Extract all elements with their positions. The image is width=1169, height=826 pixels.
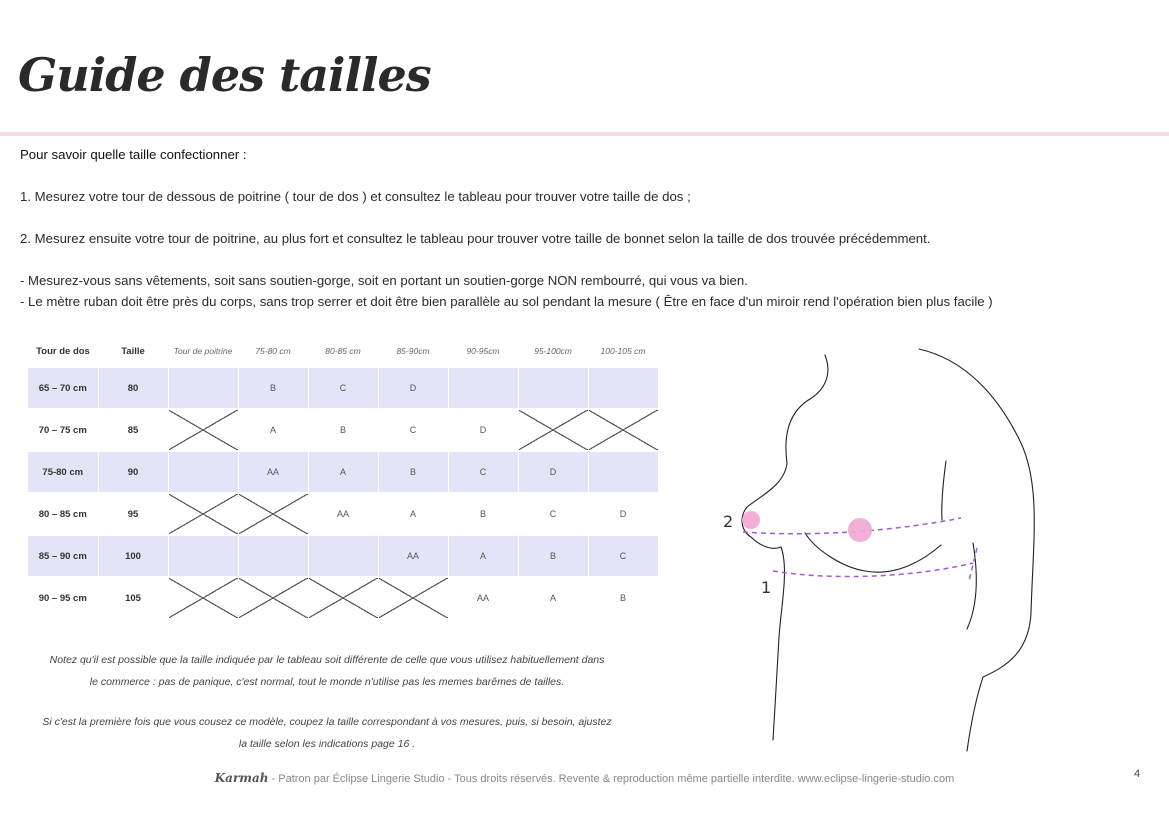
cell-taille: 95 (98, 493, 168, 535)
note-sizing-line-1: Notez qu'il est possible que la taille indiquée par le tableau soit différente de celle que vous utilisez habituellement dans (49, 654, 605, 666)
tip-1: - Mesurez-vous sans vêtements, soit sans soutien-gorge, soit en portant un soutien-gorge NON rembourré, qui vous va bien. (20, 273, 748, 288)
cell-crossed-out (168, 409, 238, 451)
cell-crossed-out (518, 368, 588, 409)
cell-crossed-out (168, 535, 238, 577)
header-tour-de-dos: Tour de dos (36, 345, 90, 357)
cell-crossed-out (378, 577, 448, 619)
table-row (28, 535, 658, 577)
cell-cup-size: D (518, 451, 588, 493)
intro-heading: Pour savoir quelle taille confectionner : (20, 147, 247, 162)
size-table (28, 334, 659, 620)
cell-crossed-out (308, 535, 378, 577)
cell-tour-de-dos: 70 – 75 cm (28, 409, 98, 451)
bust-measure-label: 2 (723, 512, 734, 531)
cell-taille: 80 (98, 368, 168, 409)
cell-cup-size: AA (448, 577, 518, 619)
cell-cup-size: D (448, 409, 518, 451)
cell-crossed-out (588, 409, 658, 451)
header-taille: Taille (121, 345, 145, 357)
cell-cup-size: B (448, 493, 518, 535)
cell-crossed-out (238, 535, 308, 577)
cell-tour-de-dos: 90 – 95 cm (28, 577, 98, 619)
cell-crossed-out (588, 451, 658, 493)
underarm-line (942, 461, 946, 520)
note-first-time-line-1: Si c'est la première fois que vous cousez ce modèle, coupez la taille correspondant à vos mesures, puis, si besoin, ajustez (42, 716, 612, 728)
cell-cup-size: A (518, 577, 588, 619)
cell-tour-de-dos: 65 – 70 cm (28, 368, 98, 409)
cell-tour-de-dos: 85 – 90 cm (28, 535, 98, 577)
page-title: Guide des tailles (18, 48, 431, 102)
cell-cup-size: B (238, 368, 308, 409)
cell-tour-de-dos: 80 – 85 cm (28, 493, 98, 535)
side-curve (967, 543, 976, 629)
cell-taille: 90 (98, 451, 168, 493)
measurement-illustration (715, 345, 1040, 760)
cell-cup-size: AA (308, 493, 378, 535)
cell-cup-size: A (378, 493, 448, 535)
cell-cup-size: D (378, 368, 448, 409)
instructions (20, 144, 1160, 312)
cell-taille: 85 (98, 409, 168, 451)
cell-cup-size: D (588, 493, 658, 535)
step-2: 2. Mesurez ensuite votre tour de poitrine, au plus fort et consultez le tableau pour trouver votre taille de bonnet selon la taille de dos trouvée précédemment. (20, 231, 931, 246)
underbust-measure-line (773, 563, 973, 577)
cell-taille: 105 (98, 577, 168, 619)
table-header-row (28, 334, 658, 368)
table-row (28, 409, 658, 451)
table-row (28, 493, 658, 535)
cell-crossed-out (168, 493, 238, 535)
header-100-105: 100-105 cm (600, 346, 646, 356)
tip-2: - Le mètre ruban doit être près du corps, sans trop serrer et doit être bien parallèle au sol pendant la mesure ( Être en face d'un miroir rend l'opération bien plus facile ) (20, 294, 993, 309)
cell-crossed-out (238, 577, 308, 619)
cell-cup-size: B (588, 577, 658, 619)
footer-text: - Patron par Éclipse Lingerie Studio - Tous droits réservés. Revente & reproduction même partielle interdite. www.eclipse-lingerie-studio.com (268, 773, 955, 785)
cell-cup-size: A (448, 535, 518, 577)
cell-tour-de-dos: 75-80 cm (28, 451, 98, 493)
cell-crossed-out (238, 493, 308, 535)
cell-crossed-out (308, 577, 378, 619)
nipple-marker-right (848, 518, 872, 542)
header-95-100: 95-100cm (534, 346, 572, 356)
note-first-time (30, 711, 624, 755)
note-sizing-line-2: le commerce : pas de panique, c'est normal, tout le monde n'utilise pas les memes barêmes de tailles. (89, 676, 565, 688)
cell-taille: 100 (98, 535, 168, 577)
table-row (28, 451, 658, 493)
body-outline-left (742, 355, 828, 740)
cell-crossed-out (518, 409, 588, 451)
note-sizing (30, 649, 624, 693)
header-85-90: 85-90cm (396, 346, 430, 356)
footer (0, 771, 1169, 785)
footer-brand: Karmah (214, 771, 269, 785)
cell-crossed-out (168, 577, 238, 619)
nipple-marker-left (742, 511, 760, 529)
cell-cup-size: C (588, 535, 658, 577)
cell-cup-size: AA (378, 535, 448, 577)
table-row (28, 368, 658, 409)
step-1: 1. Mesurez votre tour de dessous de poitrine ( tour de dos ) et consultez le tableau pour trouver votre taille de dos ; (20, 189, 691, 204)
cell-cup-size: AA (238, 451, 308, 493)
cell-crossed-out (588, 368, 658, 409)
title-divider (0, 132, 1169, 136)
cell-cup-size: C (518, 493, 588, 535)
cell-cup-size: C (378, 409, 448, 451)
note-first-time-line-2: la taille selon les indications page 16 . (238, 738, 416, 750)
header-75-80: 75-80 cm (255, 346, 291, 356)
cell-crossed-out (448, 368, 518, 409)
cell-cup-size: A (308, 451, 378, 493)
cell-cup-size: B (308, 409, 378, 451)
header-80-85: 80-85 cm (325, 346, 361, 356)
page-number: 4 (1134, 768, 1141, 780)
header-90-95: 90-95cm (466, 346, 500, 356)
cell-cup-size: B (518, 535, 588, 577)
cell-cup-size: B (378, 451, 448, 493)
cell-cup-size: C (308, 368, 378, 409)
cell-crossed-out (168, 368, 238, 409)
breast-underline (805, 533, 941, 572)
cell-cup-size: C (448, 451, 518, 493)
cell-cup-size: A (238, 409, 308, 451)
header-tour-de-poitrine: Tour de poitrine (173, 346, 233, 356)
cell-crossed-out (168, 451, 238, 493)
table-row (28, 577, 658, 619)
underbust-measure-label: 1 (761, 578, 772, 597)
